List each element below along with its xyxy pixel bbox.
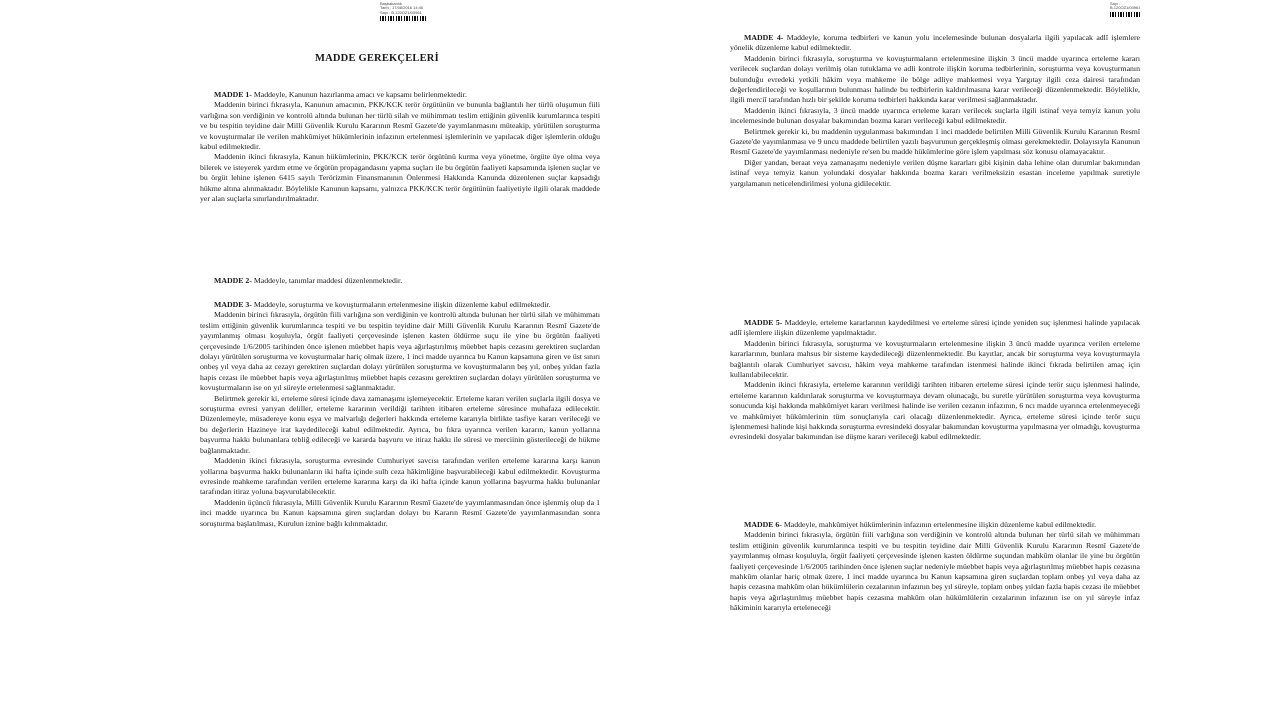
paragraph-text: Maddeyle, soruşturma ve kovuşturmaların ertelenmesine ilişkin düzenleme kabul edilmektedir. [253, 300, 551, 309]
paragraph-text: Maddenin birinci fıkrasıyla, Kanunun amacının, PKK/KCK terör örgütünün ve bununla bağlantılı her türlü oluşumun fiili varlığına son verdiğinin ve kontrolü altında bulunan her türlü silah ve mühimmatı teslim ettiğinin güvenlik kurumlarınca tespiti ve bu tespitin teyidine dair Milli Güvenlik Kurulu Kararının Resmî Gazete'de yayımlanmasını müteakip, yürütülen soruşturma ve kovuşturmalar ile verilen mahkûmiyet hükümlerinin infazının ertelenmesi işlemlerinin ve yapılacak diğer işlemlerin olduğu kabul edilmektedir. [200, 100, 600, 152]
paragraph-text: Belirtmek gerekir ki, bu maddenin uygulanması bakımından 1 inci maddede belirtilen Milli Güvenlik Kurulu Kararının Resmî Gazete'de yayımlanması ve 9 uncu maddede belirtilen yazılı başvurunun gerçekleşmiş olması gerekmektedir. Dolayısıyla Kanunun Resmî Gazete'de yayımlanması nedeniyle re'sen bu madde hükümlerine göre işlem yapılması söz konusu olamayacaktır. [730, 126, 1140, 157]
paragraph-text: Maddenin birinci fıkrasıyla, örgütün fiili varlığına son verdiğinin ve kontrolü altında bulunan her türlü silah ve mühimmatı teslim ettiğinin güvenlik kurumlarınca tespiti ve bu tespitin teyidine dair Milli Güvenlik Kurulu Kararının Resmî Gazete'de yayımlanmış olması koşuluyla, örgüt faaliyeti çerçevesinde işlenen kasten öldürme suçu ile yine bu örgütün faaliyeti çerçevesinde 1/6/2005 tarihinden önce işlenen müebbet hapis veya ağırlaştırılmış müebbet hapis cezasını gerektiren suçlardan dolayı yürütülen soruşturma ve kovuşturmalar hariç olmak üzere, 1 inci madde uyarınca bu Kanun kapsamına giren ve üst sınırı onbeş yıl veya daha az cezayı gerektiren suçlardan dolayı yürütülen soruşturma ve kovuşturmaların beş yıl, onbeş yıldan fazla hapis cezası ile müebbet hapis veya ağırlaştırılmış müebbet hapis cezasını gerektiren suçlardan dolayı yürütülen soruşturma ve kovuşturmaların ise on yıl süreyle ertelenmesi sağlanmaktadır. [200, 310, 600, 393]
article-paragraph [730, 158, 1140, 189]
paragraph-text: Maddenin ikinci fıkrasıyla, soruşturma evresinde Cumhuriyet savcısı tarafından verilen erteleme kararına karşı kanun yollarına başvurma hakkı bulunanların iki hafta içinde sulh ceza hâkimliğine başvurabileceği kabul edilmektedir. Kovuşturma evresinde mahkeme tarafından verilen erteleme kararına karşı da iki hafta içinde kanun yollarına başvurma hakkı bulunanlar tarafından itiraz yoluna başvurulabilecektir. [200, 456, 600, 497]
paragraph-text: Maddeyle, erteleme kararlarının kaydedilmesi ve erteleme süresi içinde yeniden suç işlenmesi halinde yapılacak adlî işlemlere ilişkin düzenleme yapılmaktadır. [730, 318, 1140, 338]
article-paragraph [730, 54, 1140, 106]
barcode-icon [1110, 12, 1140, 17]
article-2 [730, 318, 1140, 443]
paragraph-text: Belirtmek gerekir ki, erteleme süresi içinde dava zamanaşımı işlemeyecektir. Erteleme kararı verilen suçlarla ilgili dosya ve soruşturma evresi yarıyan deliller, erteleme kararının verildiği tarihten itibaren erteleme süresince muhafaza edilecektir. Düzenlemeyle, müsadereye konu eşya ve malvarlığı değerleri hakkında erteleme kararıyla birlikte tasfiye kararı verileceği ve bu değerlerin Hazineye irat kaydedileceği kabul edilmektedir. Ayrıca, bu fıkra uyarınca verilen kararın, kanun yollarına başvurma hakkı bulunanlara tebliğ edileceği ve kararda başvuru ve itiraz hakkı ile süresi ve merciinin gösterileceği de hükme bağlanmaktadır. [200, 393, 601, 455]
article-heading: MADDE 5- [744, 318, 783, 327]
document-title: MADDE GEREKÇELERİ [315, 53, 439, 64]
article-heading: MADDE 1- [214, 90, 252, 99]
document-stamp [1110, 2, 1140, 17]
article-heading: MADDE 2- [214, 276, 252, 285]
paragraph-text: Maddenin üçüncü fıkrasıyla, Milli Güvenlik Kurulu Kararının Resmî Gazete'de yayımlanmasından önce işlenmiş olup da 1 inci madde uyarınca bu Kanun kapsamına giren suçlardan dolayı bu Kararın Resmî Gazete'de yayımlanmasından sonra soruşturma başlatılması, Kurulun iznine bağlı kılınmaktadır. [200, 497, 600, 528]
paragraph-text: Maddenin birinci fıkrasıyla, örgütün fiili varlığına son verdiğinin ve kontrolü altında bulunan her türlü silah ve mühimmatı teslim ettiğinin güvenlik kurumlarınca tespiti ve bu tespitin teyidine dair Milli Güvenlik Kurulu Kararının Resmî Gazete'de yayımlanmış olması koşuluyla, örgüt faaliyeti çerçevesinde işlenen kasten öldürme suçundan mahkûm olanlar ile yine bu örgütün faaliyeti çerçevesinde 1/6/2005 tarihinden önce işlenen suçlar nedeniyle müebbet hapis veya ağırlaştırılmış müebbet hapis cezasına mahkûm olanlar hariç olmak üzere, 1 inci madde uyarınca bu Kanun kapsamına giren suçlardan toplam onbeş yıl veya daha az hapis cezasına mahkûm olan hükümlülerin cezalarının infazının beş yıl süreyle, toplam onbeş yıldan fazla hapis cezası ile müebbet hapis veya ağırlaştırılmış müebbet hapis cezasına mahkûm olan hükümlülerin cezalarının infazının ise on yıl süreyle infaz hâkiminin kararıyla erteleneceği [730, 530, 1140, 613]
paragraph-text: Maddeyle, mahkûmiyet hükümlerinin infazının ertelenmesine ilişkin düzenleme kabul edilmektedir. [783, 520, 1097, 529]
article-paragraph [730, 318, 1140, 339]
stamp-line: Sayı : B.120OZ1/00961 [380, 9, 422, 15]
article-paragraph [200, 456, 600, 498]
paragraph-text: Maddenin ikinci fıkrasıyla, 3 üncü madde uyarınca erteleme kararı verilecek suçlarla ilgili istinaf veya temyiz kanun yolu incelemesinde bulunan dosyalar bakımından bozma kararı verileceği kabul edilmektedir. [730, 105, 1140, 126]
paragraph-text: Maddeyle, koruma tedbirleri ve kanun yolu incelemesinde bulunan dosyalarla ilgili yapılacak adlî işlemlere yönelik düzenleme kabul edilmektedir. [730, 33, 1140, 53]
barcode-icon [380, 16, 428, 21]
article-paragraph [730, 380, 1140, 442]
article-paragraph [200, 100, 600, 152]
article-paragraph [200, 90, 600, 100]
paragraph-text: Maddenin ikinci fıkrasıyla, erteleme kararının verildiği tarihten itibaren erteleme süresi içinde terör suçu işlenmesi halinde, erteleme kararının kaldırılarak soruşturma ve kovuşturmaya devam olunacağı, bu suretle yürütülen soruşturma veya kovuşturma sonucunda kişi hakkında mahkûmiyet kararı verilmesi halinde ise verilen cezanın infazının, 6 ncı madde uyarınca ertelenmeyeceği ve mahkûmiyet hükümlerinin tüm sonuçlarıyla cari olacağı düzenlenmektedir. Ayrıca, erteleme süresi içinde terör suçu işlenmemesi halinde kişi hakkında soruşturma evresindeki dosyalar bakımından kovuşturma yapılmasına yer olmadığı, kovuşturma evresindeki dosyalar bakımından ise düşme kararı verileceği kabul edilmektedir. [730, 380, 1140, 442]
paragraph-text: Maddenin ikinci fıkrasıyla, Kanun hükümlerinin, PKK/KCK terör örgütünü kurma veya yönetme, örgüte üye olma veya bilerek ve isteyerek yardım etme ve örgütün propagandasını yapma suçları ile bu örgütün faaliyeti kapsamında işlenen suçlar ve bu örgüt lehine işlenen 6415 sayılı Terörizmin Finansmanının Önlenmesi Hakkında Kanunda düzenlenen suçlar kapsadığı hükme altına alınmaktadır. Böylelikle Kanunun kapsamı, yalnızca PKK/KCK terör örgütünün faaliyetiyle ilgili olarak maddede yer alan suçlarla sınırlandırılmaktadır. [200, 152, 600, 204]
article-paragraph [730, 127, 1140, 158]
article-paragraph [730, 339, 1140, 381]
stamp-line: Başbakanlık [380, 1, 402, 6]
article-paragraph [730, 520, 1140, 530]
article-heading: MADDE 3- [214, 300, 252, 309]
paragraph-text: Maddeyle, tanımlar maddesi düzenlenmektedir. [253, 276, 403, 285]
article-paragraph [200, 498, 600, 529]
article-3 [200, 300, 600, 529]
document-page-right [705, 0, 1140, 720]
article-paragraph [200, 152, 600, 204]
document-stamp [380, 2, 428, 21]
article-paragraph [200, 300, 600, 310]
article-paragraph [730, 106, 1140, 127]
article-paragraph [730, 33, 1140, 54]
stamp-line: Sayı : B.120OZ1/00961 [1110, 1, 1140, 11]
article-1 [730, 33, 1140, 189]
paragraph-text: Maddeyle, Kanunun hazırlanma amacı ve kapsamı belirlenmektedir. [253, 90, 467, 99]
document-page-left [150, 0, 605, 720]
article-paragraph [730, 530, 1140, 613]
article-paragraph [200, 394, 600, 456]
article-paragraph [200, 276, 600, 286]
article-heading: MADDE 6- [744, 520, 782, 529]
stamp-line: Tarih : 17/08/2016 14:40 [380, 5, 424, 11]
paragraph-text: Diğer yandan, beraat veya zamanaşımı nedeniyle verilen düşme kararları gibi kişinin daha lehine olan durumlar bakımından istinaf veya temyiz kanun yolundaki dosyalar hakkında bozma kararı verilmeksizin esastan inceleme yapılmak suretiyle yargılamanın neticelendirilmesi yoluna gidilecektir. [730, 157, 1140, 188]
article-1 [200, 90, 600, 204]
article-heading: MADDE 4- [744, 33, 784, 42]
article-paragraph [200, 310, 600, 393]
article-3 [730, 520, 1140, 614]
paragraph-text: Maddenin birinci fıkrasıyla, soruşturma ve kovuşturmaların ertelenmesine ilişkin 3 üncü madde uyarınca erteleme kararı verilecek suçlardan dolayı verilmiş olan tutuklama ve adli kontrole ilişkin koruma tedbirlerinin, soruşturma veya kovuşturmanın bulunduğu evredeki yetkili hâkim veya mahkeme ile bölge adliye mahkemesi veya Yargıtay ilgili ceza dairesi tarafından değerlendirileceği ve koşullarının bulunması halinde bu tedbirlerin kaldırılmasına karar verileceği düzenlenmektedir. Böylelikle, ilgili merciî tarafından hızlı bir şekilde koruma tedbirleri hakkında karar verilmesi sağlanmaktadır. [730, 53, 1140, 105]
paragraph-text: Maddenin birinci fıkrasıyla, soruşturma ve kovuşturmaların ertelenmesine ilişkin 3 üncü madde uyarınca verilen erteleme kararlarının, bunlara mahsus bir sisteme kaydedileceği düzenlenmektedir. Bu kayıtlar, ancak bir soruşturma veya kovuşturmayla bağlantılı olarak Cumhuriyet savcısı, hâkim veya mahkeme tarafından istenmesi halinde ikinci fıkrada belirtilen amaç için kullanılabilecektir. [730, 338, 1140, 380]
article-2 [200, 276, 600, 286]
